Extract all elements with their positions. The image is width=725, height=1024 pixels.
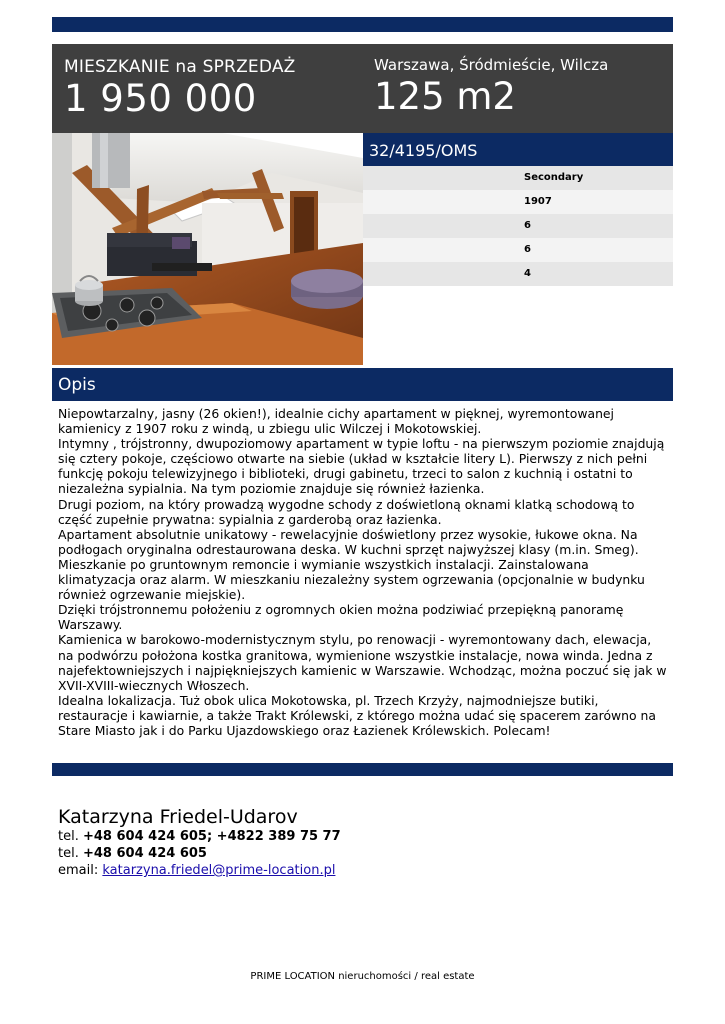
property-photo [52,133,363,365]
agent-phone: +48 604 424 605 [82,846,207,861]
listing-type: MIESZKANIE na SPRZEDAŻ [64,57,296,77]
reference-number: 32/4195/OMS [369,141,478,160]
listing-price: 1 950 000 [64,77,257,120]
details-value: Secondary [524,172,584,183]
listing-location: Warszawa, Śródmieście, Wilcza [374,56,609,74]
details-value: 4 [524,268,531,279]
description-paragraph: Dzięki trójstronnemu położeniu z ogromnych okien można podziwiać przepiękną panoramę Warszawy. [58,602,624,633]
listing-header [52,44,673,133]
agent-phone-line-2 [58,845,341,862]
details-row [363,190,673,214]
agent-email-line [58,862,341,879]
description-title: Opis [58,375,96,395]
description-paragraph: Niepowtarzalny, jasny (26 okien!), idealnie cichy apartament w pięknej, wyremontowanej kamienicy z 1907 roku z windą, u zbiegu ulic Wilczej i Mokotowskiej. [58,406,614,437]
details-row [363,262,673,286]
description-paragraph: Kamienica w barokowo-modernistycznym stylu, po renowacji - wyremontowany dach, elewacja, na podwórzu położona kostka granitowa, wymienione wszystkie instalacje, nowa winda. Jedna z najefektowniejszych i najpiękniejszych kamienic w Warszawie. Wchodząc, można poczuć się jak w XVII-XVIII-wiecznych Włoszech. [58,632,667,693]
description-paragraph: Apartament absolutnie unikatowy - rewelacyjnie doświetlony przez wysokie, łukowe okna. Na podłogach oryginalna odrestaurowana deska. W kuchni sprzęt najwyższej klasy (m.in. Smeg). [58,526,639,557]
description-paragraph: Mieszkanie po gruntownym remoncie i wymianie wszystkich instalacji. Zainstalowana klimatyzacja oraz alarm. W mieszkaniu niezależny system ogrzewania (opcjonalnie w budynku również ogrzewanie miejskie). [58,556,645,603]
bottom-decorative-bar [52,763,673,776]
agent-contact [58,806,341,879]
description-paragraph: Idealna lokalizacja. Tuż obok ulica Mokotowska, pl. Trzech Krzyży, najmodniejsze butiki, restauracje i kawiarnie, a także Trakt Królewski, z którego można udać się spacerem zarówno na Stare Miasto jak i do Parku Ujazdowskiego oraz Łazienek Królewskich. Polecam! [58,692,656,738]
listing-area: 125 m2 [374,75,516,118]
tel-label: tel. [58,846,79,861]
description-paragraph: Drugi poziom, na który prowadzą wygodne schody z doświetloną oknami klatką schodową to część zupełnie prywatna: sypialnia z garderobą oraz łazienka. [58,496,635,527]
details-value: 6 [524,220,531,231]
reference-bar [363,133,673,166]
footer-text: PRIME LOCATION nieruchomości / real estate [250,971,475,982]
details-row [363,214,673,238]
description-paragraph: Intymny , trójstronny, dwupoziomowy apartament w typie loftu - na pierwszym poziomie znajdują się cztery pokoje, częściowo otwarte na siebie (układ w kształcie litery L). Pierwszy z nich pełni funkcję pokoju telewizyjnego i biblioteki, drugi gabinetu, trzeci to salon z kuchnią i ostatni to niezależna sypialnia. Na tym poziomie znajduje się również łazienka. [58,436,665,497]
email-label: email: [58,863,99,878]
agent-name: Katarzyna Friedel-Udarov [58,806,298,828]
description-header [52,368,673,401]
top-decorative-bar [52,17,673,32]
agent-email-link[interactable]: katarzyna.friedel@prime-location.pl [102,863,336,878]
details-table [363,166,673,286]
agent-phone-line-1 [58,828,341,845]
description-body [58,406,670,738]
details-row [363,238,673,262]
details-value: 6 [524,244,531,255]
details-value: 1907 [524,196,552,207]
tel-label: tel. [58,829,79,844]
agent-phones: +48 604 424 605; +4822 389 75 77 [82,829,341,844]
details-row [363,166,673,190]
